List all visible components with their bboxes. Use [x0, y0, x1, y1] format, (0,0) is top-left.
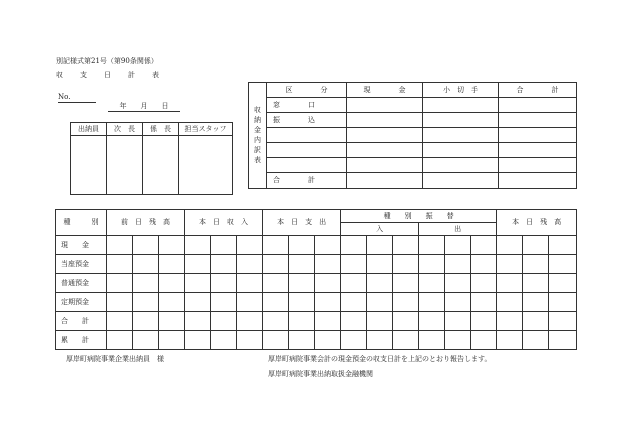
- ledger-cell: [263, 293, 289, 312]
- ledger-cell: [237, 293, 263, 312]
- cell: [499, 143, 577, 158]
- cell: [347, 113, 423, 128]
- number-field: [58, 94, 96, 103]
- ledger-row: [56, 312, 577, 331]
- breakdown-row-label: 合 計: [267, 173, 347, 189]
- ledger-header-today-balance: 本 日 残 高: [497, 210, 577, 236]
- ledger-cell: [445, 293, 471, 312]
- cell: [499, 173, 577, 189]
- ledger-row: [56, 293, 577, 312]
- ledger-cell: [133, 255, 159, 274]
- ledger-cell: [289, 312, 315, 331]
- cell: [423, 158, 499, 173]
- ledger-cell: [523, 293, 549, 312]
- ledger-cell: [367, 293, 393, 312]
- ledger-cell: [263, 236, 289, 255]
- approval-table: [70, 122, 233, 195]
- ledger-cell: [419, 312, 445, 331]
- ledger-cell: [159, 312, 185, 331]
- ledger-cell: [393, 274, 419, 293]
- ledger-cell: [549, 255, 577, 274]
- ledger-cell: [211, 236, 237, 255]
- ledger-cell: [367, 255, 393, 274]
- breakdown-table: [248, 82, 577, 189]
- ledger-cell: [523, 255, 549, 274]
- cell: [423, 98, 499, 113]
- ledger-cell: [549, 293, 577, 312]
- ledger-cell: [471, 274, 497, 293]
- ledger-cell: [393, 255, 419, 274]
- ledger-cell: [159, 293, 185, 312]
- ledger-cell: [289, 255, 315, 274]
- cell: [347, 143, 423, 158]
- ledger-cell: [315, 236, 341, 255]
- ledger-cell: [523, 331, 549, 350]
- cell: [423, 113, 499, 128]
- ledger-cell: [133, 293, 159, 312]
- ledger-cell: [471, 236, 497, 255]
- ledger-cell: [497, 331, 523, 350]
- ledger-cell: [471, 331, 497, 350]
- stamp-box: [107, 136, 143, 195]
- ledger-cell: [393, 312, 419, 331]
- cell: [499, 113, 577, 128]
- approval-header: 出納員: [71, 123, 107, 136]
- cell: [347, 158, 423, 173]
- ledger-cell: [341, 293, 367, 312]
- ledger-cell: [549, 274, 577, 293]
- breakdown-header: 現 金: [347, 83, 423, 98]
- ledger-cell: [263, 331, 289, 350]
- ledger-cell: [497, 312, 523, 331]
- ledger-cell: [237, 312, 263, 331]
- ledger-body: [56, 236, 577, 350]
- ledger-cell: [341, 255, 367, 274]
- ledger-cell: [471, 312, 497, 331]
- ledger-row: [56, 274, 577, 293]
- ledger-cell: [133, 331, 159, 350]
- ledger-row: [56, 255, 577, 274]
- ledger-cell: [341, 312, 367, 331]
- ledger-row-label: 現 金: [56, 236, 107, 255]
- ledger-cell: [133, 274, 159, 293]
- ledger-cell: [107, 255, 133, 274]
- ledger-cell: [445, 312, 471, 331]
- ledger-header-today-income: 本 日 収 入: [185, 210, 263, 236]
- ledger-cell: [237, 331, 263, 350]
- breakdown-row-label: [267, 158, 347, 173]
- ledger-cell: [549, 331, 577, 350]
- side-label-char: 内: [254, 136, 261, 144]
- stamp-box: [143, 136, 179, 195]
- ledger-row-label: 普通預金: [56, 274, 107, 293]
- ledger-cell: [185, 331, 211, 350]
- ledger-cell: [497, 274, 523, 293]
- ledger-header-transfer-out: 出: [419, 223, 497, 236]
- breakdown-row-label: [267, 143, 347, 158]
- ledger-cell: [523, 312, 549, 331]
- side-label-char: 表: [254, 156, 261, 164]
- side-label-char: 金: [254, 126, 261, 134]
- form-number: 別記様式第21号（第90条関係）: [56, 57, 158, 65]
- date-field: [108, 103, 180, 112]
- ledger-cell: [497, 236, 523, 255]
- ledger-cell: [445, 255, 471, 274]
- ledger-cell: [393, 293, 419, 312]
- ledger-header-today-expense: 本 日 支 出: [263, 210, 341, 236]
- ledger-cell: [367, 236, 393, 255]
- ledger-cell: [159, 236, 185, 255]
- ledger-cell: [549, 312, 577, 331]
- breakdown-row-label: [267, 128, 347, 143]
- ledger-header-prev-balance: 前 日 残 高: [107, 210, 185, 236]
- ledger-cell: [419, 255, 445, 274]
- cell: [423, 128, 499, 143]
- breakdown-header: 合 計: [499, 83, 577, 98]
- page-title: 収 支 日 計 表: [56, 71, 160, 79]
- ledger-header-category: 種 別: [56, 210, 107, 236]
- cell: [347, 173, 423, 189]
- ledger-cell: [211, 312, 237, 331]
- side-label-char: 収: [254, 106, 261, 114]
- ledger-cell: [419, 293, 445, 312]
- ledger-header-transfer: 種 別 振 替: [341, 210, 497, 223]
- ledger-cell: [289, 274, 315, 293]
- ledger-cell: [289, 236, 315, 255]
- ledger-cell: [107, 312, 133, 331]
- ledger-cell: [237, 274, 263, 293]
- ledger-cell: [289, 331, 315, 350]
- ledger-row-label: 合 計: [56, 312, 107, 331]
- ledger-cell: [289, 293, 315, 312]
- ledger-row-label: 定期預金: [56, 293, 107, 312]
- breakdown-header: 小 切 手: [423, 83, 499, 98]
- cell: [423, 143, 499, 158]
- ledger-table: [55, 209, 577, 350]
- ledger-cell: [315, 312, 341, 331]
- ledger-cell: [159, 274, 185, 293]
- ledger-cell: [497, 293, 523, 312]
- ledger-cell: [523, 274, 549, 293]
- cell: [499, 128, 577, 143]
- ledger-cell: [445, 331, 471, 350]
- ledger-cell: [341, 236, 367, 255]
- ledger-cell: [107, 293, 133, 312]
- side-label-vertical: [249, 107, 266, 164]
- ledger-cell: [445, 236, 471, 255]
- ledger-cell: [367, 274, 393, 293]
- breakdown-row-label: 窓 口: [267, 98, 347, 113]
- ledger-cell: [237, 236, 263, 255]
- side-label-char: 納: [254, 116, 261, 124]
- cell: [499, 98, 577, 113]
- cell: [347, 128, 423, 143]
- ledger-cell: [315, 293, 341, 312]
- ledger-cell: [107, 274, 133, 293]
- ledger-cell: [159, 331, 185, 350]
- ledger-cell: [471, 293, 497, 312]
- ledger-cell: [471, 255, 497, 274]
- ledger-row: [56, 331, 577, 350]
- approval-header: 次 長: [107, 123, 143, 136]
- ledger-cell: [341, 274, 367, 293]
- ledger-cell: [367, 331, 393, 350]
- number-label: No.: [58, 93, 71, 101]
- ledger-cell: [133, 236, 159, 255]
- ledger-cell: [315, 255, 341, 274]
- ledger-header-transfer-in: 入: [341, 223, 419, 236]
- ledger-cell: [185, 274, 211, 293]
- approval-header: 担当スタッフ: [179, 123, 233, 136]
- ledger-cell: [341, 331, 367, 350]
- ledger-cell: [185, 236, 211, 255]
- ledger-row: [56, 236, 577, 255]
- breakdown-header: 区 分: [267, 83, 347, 98]
- ledger-cell: [185, 293, 211, 312]
- approval-header: 係 長: [143, 123, 179, 136]
- ledger-cell: [315, 331, 341, 350]
- ledger-cell: [419, 236, 445, 255]
- ledger-cell: [185, 255, 211, 274]
- ledger-cell: [185, 312, 211, 331]
- ledger-cell: [419, 331, 445, 350]
- date-label: 年 月 日: [119, 102, 169, 110]
- footer-institution: 厚岸町病院事業出納取扱金融機関: [268, 370, 373, 378]
- stamp-box: [179, 136, 233, 195]
- ledger-cell: [523, 236, 549, 255]
- stamp-box: [71, 136, 107, 195]
- footer-addressee: 厚岸町病院事業企業出納員 様: [66, 355, 164, 363]
- ledger-cell: [107, 331, 133, 350]
- cell: [347, 98, 423, 113]
- breakdown-side-label: [249, 83, 267, 189]
- ledger-cell: [497, 255, 523, 274]
- ledger-cell: [263, 274, 289, 293]
- ledger-cell: [107, 236, 133, 255]
- ledger-cell: [419, 274, 445, 293]
- ledger-cell: [367, 312, 393, 331]
- cell: [423, 173, 499, 189]
- ledger-cell: [237, 255, 263, 274]
- ledger-cell: [393, 236, 419, 255]
- ledger-row-label: 累 計: [56, 331, 107, 350]
- ledger-cell: [263, 255, 289, 274]
- ledger-cell: [211, 255, 237, 274]
- ledger-row-label: 当座預金: [56, 255, 107, 274]
- ledger-cell: [315, 274, 341, 293]
- ledger-cell: [445, 274, 471, 293]
- ledger-cell: [211, 274, 237, 293]
- ledger-cell: [159, 255, 185, 274]
- footer-statement: 厚岸町病院事業会計の現金預金の収支日計を上記のとおり報告します。: [268, 355, 492, 363]
- breakdown-row-label: 振 込: [267, 113, 347, 128]
- cell: [499, 158, 577, 173]
- side-label-char: 訳: [254, 146, 261, 154]
- ledger-cell: [211, 293, 237, 312]
- ledger-cell: [263, 312, 289, 331]
- ledger-cell: [549, 236, 577, 255]
- ledger-cell: [133, 312, 159, 331]
- ledger-cell: [393, 331, 419, 350]
- ledger-cell: [211, 331, 237, 350]
